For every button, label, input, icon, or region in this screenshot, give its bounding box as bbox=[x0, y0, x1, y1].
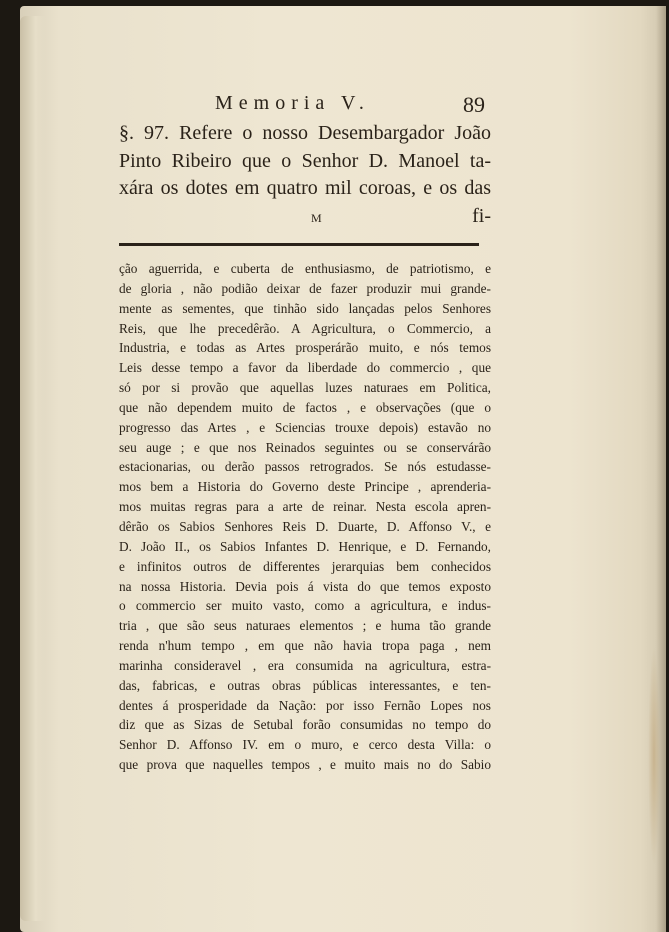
body-text bbox=[119, 259, 491, 775]
intro-paragraph bbox=[119, 120, 491, 232]
body-line: mos muitas regras para a arte de reinar. Nesta escola apren- bbox=[119, 499, 491, 515]
page-number: 89 bbox=[463, 92, 485, 117]
body-line: Leis desse tempo a favor da liberdade do commercio , que bbox=[119, 360, 491, 376]
body-line: marinha consideravel , era consumida na agricultura, estra- bbox=[119, 657, 491, 673]
body-line: dentes á prosperidade da Nação: por isso Fernão Lopes nos bbox=[119, 697, 491, 713]
body-line: progresso das Artes , e Sciencias trouxe depois) estavão no bbox=[119, 419, 491, 435]
body-line: de gloria , não podião deixar de fazer produzir mui grande- bbox=[119, 280, 491, 296]
body-line: diz que as Sizas de Setubal forão consumidas no tempo do bbox=[119, 717, 491, 733]
running-title: Memoria V. bbox=[215, 92, 370, 114]
signature-mark: M bbox=[311, 210, 324, 225]
signature-line bbox=[119, 203, 491, 233]
body-line: dêrão os Sabios Senhores Reis D. Duarte, D. Affonso V., e bbox=[119, 518, 491, 534]
body-line: estacionarias, ou derão passos retrogrados. Se nós estudasse- bbox=[119, 459, 491, 475]
body-line: que não dependem muito de factos , e observações (que o bbox=[119, 399, 491, 415]
body-line: renda n'hum tempo , em que não havia tropa paga , nem bbox=[119, 638, 491, 654]
body-line: Reis, que lhe precedêrão. A Agricultura, o Commercio, a bbox=[119, 320, 491, 336]
body-line: mente as sementes, que tinhão sido lançadas pelos Senhores bbox=[119, 300, 491, 316]
body-line: que prova que naquelles tempos , e muito mais no do Sabio bbox=[119, 757, 491, 773]
body-line: só por si provão que aquellas luzes naturaes em Politica, bbox=[119, 380, 491, 396]
page-curl bbox=[20, 16, 46, 921]
catchword: fi- bbox=[472, 204, 491, 227]
body-line: seu auge ; e que nos Reinados seguintes ou se conservárão bbox=[119, 439, 491, 455]
paper-stain bbox=[648, 646, 660, 866]
intro-line: §. 97. Refere o nosso Desembargador João bbox=[119, 122, 491, 144]
running-header bbox=[215, 92, 485, 122]
body-line: na nossa Historia. Devia pois á vista do que temos exposto bbox=[119, 578, 491, 594]
body-line: Industria, e todas as Artes prosperárão muito, e nós temos bbox=[119, 340, 491, 356]
body-line: Senhor D. Affonso IV. em o muro, e cerco desta Villa: o bbox=[119, 737, 491, 753]
horizontal-rule bbox=[119, 243, 479, 246]
body-line: ção aguerrida, e cuberta de enthusiasmo, de patriotismo, e bbox=[119, 261, 491, 276]
body-line: mos bem a Historia do Governo deste Principe , aprenderia- bbox=[119, 479, 491, 495]
body-line: das, fabricas, e outras obras públicas interessantes, e ten- bbox=[119, 677, 491, 693]
body-line: e infinitos outros de differentes jerarquias bem conhecidos bbox=[119, 558, 491, 574]
body-line: tria , que são seus naturaes elementos ; e huma tão grande bbox=[119, 618, 491, 634]
body-line: D. João II., os Sabios Infantes D. Henrique, e D. Fernando, bbox=[119, 538, 491, 554]
intro-line: Pinto Ribeiro que o Senhor D. Manoel ta- bbox=[119, 149, 491, 172]
body-line: o commercio ser muito vasto, como a agricultura, e indus- bbox=[119, 598, 491, 614]
intro-line: xára os dotes em quatro mil coroas, e os das bbox=[119, 177, 491, 199]
